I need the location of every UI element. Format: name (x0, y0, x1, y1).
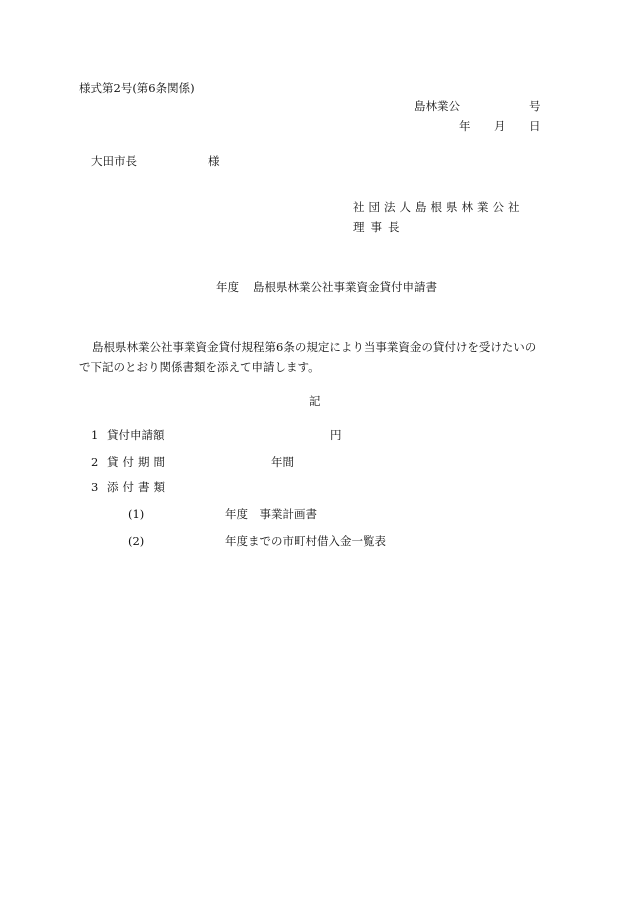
doc-number-suffix: 号 (529, 99, 541, 113)
date-month: 月 (494, 119, 506, 133)
title-year-suffix: 年度 (216, 280, 239, 294)
date-day: 日 (529, 119, 541, 133)
item-2-number: 2 (91, 455, 99, 469)
item-1-number: 1 (91, 428, 99, 442)
item-2-label: 貸付期間 (107, 455, 169, 469)
item-2-unit: 年間 (271, 455, 294, 469)
body-line-1: 島根県林業公社事業資金貸付規程第6条の規定により当事業資金の貸付けを受けたいの (92, 340, 537, 354)
sender-title: 理事長 (353, 220, 406, 234)
attachment-1-text: 年度 事業計画書 (225, 507, 317, 521)
attachment-2-text: 年度までの市町村借入金一覧表 (225, 534, 386, 548)
note-heading: 記 (309, 394, 321, 408)
attachment-2-number: (2) (128, 534, 145, 548)
form-number: 様式第2号(第6条関係) (79, 81, 195, 95)
attachment-1-number: (1) (128, 507, 145, 521)
document-title: 島根県林業公社事業資金貸付申請書 (253, 280, 437, 294)
item-3-label: 添付書類 (107, 480, 169, 494)
date-year: 年 (459, 119, 471, 133)
body-line-2: で下記のとおり関係書類を添えて申請します。 (79, 360, 320, 374)
doc-number-prefix: 島林業公 (414, 99, 460, 113)
sender-organization: 社団法人島根県林業公社 (353, 200, 524, 214)
item-1-unit: 円 (330, 428, 342, 442)
item-3-number: 3 (91, 480, 99, 494)
item-1-label: 貸付申請額 (107, 428, 165, 442)
addressee-name: 大田市長 (91, 154, 137, 168)
addressee-honorific: 様 (208, 154, 220, 168)
